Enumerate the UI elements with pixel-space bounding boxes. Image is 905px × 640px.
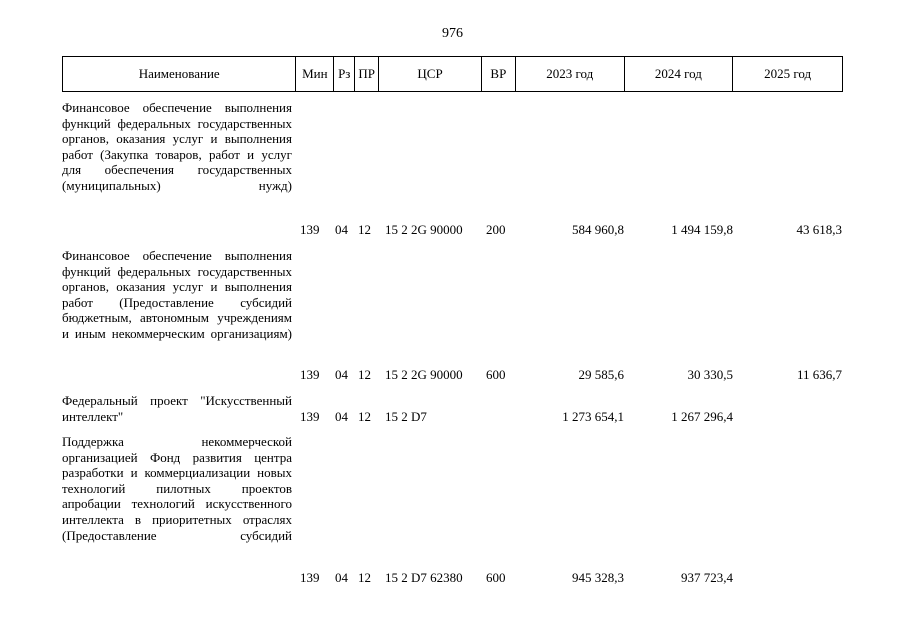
cell-vr: 600: [486, 367, 506, 382]
cell-rz: 04: [335, 367, 348, 382]
cell-pr: 12: [358, 409, 371, 424]
cell-min: 139: [300, 367, 320, 382]
cell-2023: 29 585,6: [578, 367, 624, 382]
header-vr: ВР: [482, 57, 516, 91]
header-pr: ПР: [355, 57, 379, 91]
row-name: Финансовое обеспечение выполнения функций федеральных государственных органов, оказания услуг и выполнения работ (Закупка товаров, работ и услуг для обеспечения государственных (муниципальных) нужд): [62, 100, 292, 193]
cell-csr: 15 2 2G 90000: [385, 222, 463, 237]
row-name: Федеральный проект "Искусственный интеллект": [62, 393, 292, 424]
cell-2025: 43 618,3: [796, 222, 842, 237]
cell-pr: 12: [358, 570, 371, 585]
cell-rz: 04: [335, 222, 348, 237]
cell-2023: 945 328,3: [572, 570, 624, 585]
cell-2025: 11 636,7: [796, 367, 842, 382]
cell-rz: 04: [335, 570, 348, 585]
cell-min: 139: [300, 409, 320, 424]
header-2023: 2023 год: [516, 57, 625, 91]
cell-2023: 1 273 654,1: [562, 409, 624, 424]
cell-2024: 1 267 296,4: [671, 409, 733, 424]
cell-pr: 12: [358, 222, 371, 237]
cell-pr: 12: [358, 367, 371, 382]
cell-2024: 30 330,5: [687, 367, 733, 382]
header-name: Наименование: [63, 57, 296, 91]
row-values: [62, 570, 843, 586]
header-2024: 2024 год: [625, 57, 734, 91]
row-values: [62, 222, 843, 238]
row-name: Финансовое обеспечение выполнения функций федеральных государственных органов, оказания услуг и выполнения работ (Предоставление субсидий бюджетным, автономным учреждениям и иным некоммерческим организациям): [62, 248, 292, 341]
cell-vr: 200: [486, 222, 506, 237]
cell-2023: 584 960,8: [572, 222, 624, 237]
table-header: [62, 56, 843, 92]
row-values: [62, 409, 843, 425]
page-number: 976: [442, 26, 463, 41]
cell-min: 139: [300, 570, 320, 585]
cell-csr: 15 2 D7: [385, 409, 427, 424]
cell-rz: 04: [335, 409, 348, 424]
row-name: Поддержка некоммерческой организацией Фонд развития центра разработки и коммерциализации новых технологий пилотных проектов апробации технологий искусственного интеллекта в приоритетных отраслях (Предоставление субсидий: [62, 434, 292, 543]
cell-vr: 600: [486, 570, 506, 585]
cell-min: 139: [300, 222, 320, 237]
header-csr: ЦСР: [379, 57, 482, 91]
header-rz: Рз: [334, 57, 355, 91]
cell-2024: 1 494 159,8: [671, 222, 733, 237]
header-2025: 2025 год: [764, 66, 812, 81]
header-min: Мин: [296, 57, 334, 91]
cell-csr: 15 2 2G 90000: [385, 367, 463, 382]
row-values: [62, 367, 843, 383]
cell-csr: 15 2 D7 62380: [385, 570, 463, 585]
cell-2024: 937 723,4: [681, 570, 733, 585]
